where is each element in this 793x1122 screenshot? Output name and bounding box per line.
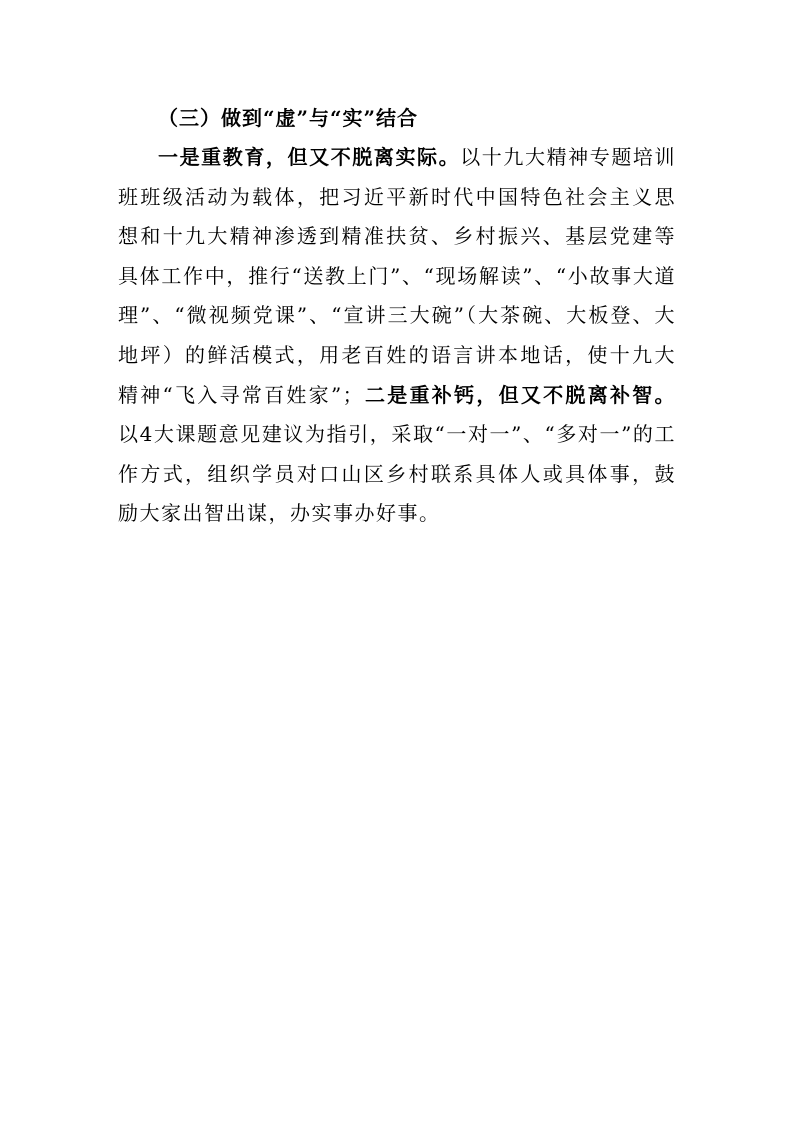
bold-lead-education: 一是重教育，但又不脱离实际。: [158, 145, 461, 169]
document-body: [118, 98, 676, 534]
bold-lead-supplement: 二是重补钙，但又不脱离补智。: [364, 382, 677, 407]
section-heading: （三）做到“虚”与“实”结合: [158, 106, 419, 130]
paragraph-text-education: 以十九大精神专题培训班班级活动为载体，把习近平新时代中国特色社会主义思想和十九大精神渗透到精准扶贫、乡村振兴、基层党建等具体工作中，推行“送教上门”、“现场解读”、“小故事大道理”、“微视频党课”、“宣讲三大碗”（大茶碗、大板登、大地坪）的鲜活模式，用老百姓的语言讲本地话，使十九大精神“飞入寻常百姓家”；: [118, 145, 677, 407]
paragraph-text-supplement: 以4大课题意见建议为指引，采取“一对一”、“多对一”的工作方式，组织学员对口山区乡村联系具体人或具体事，鼓励大家出智出谋，办实事办好事。: [118, 422, 676, 526]
body-paragraph: [118, 138, 676, 534]
